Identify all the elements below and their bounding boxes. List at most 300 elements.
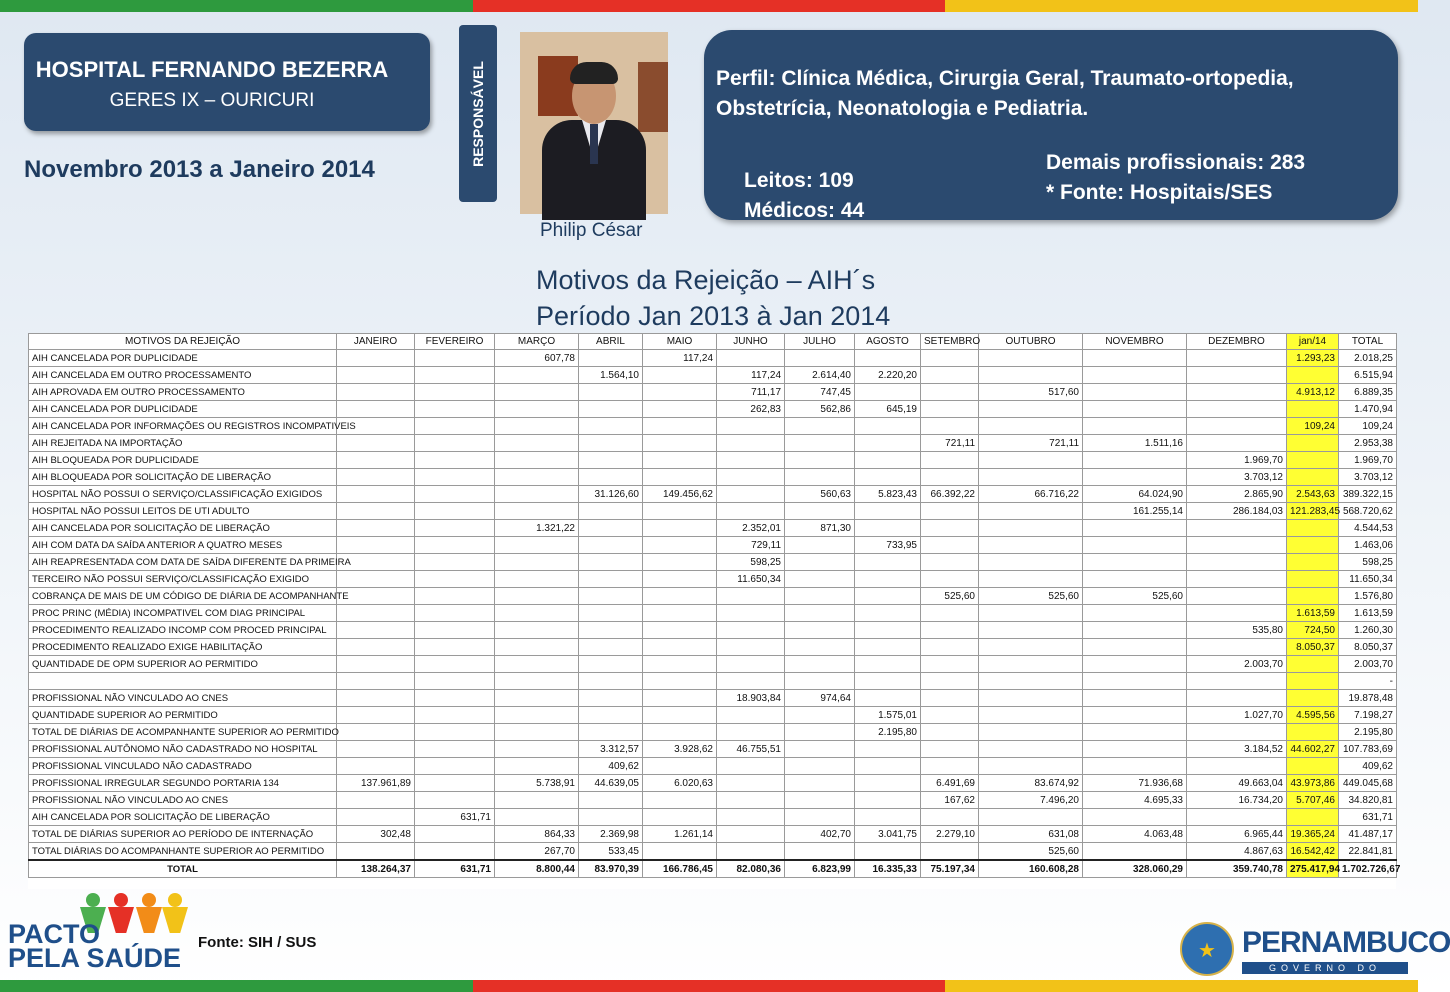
row-label: AIH APROVADA EM OUTRO PROCESSAMENTO (29, 384, 337, 401)
table-cell (717, 452, 785, 469)
table-cell (579, 537, 643, 554)
table-cell (921, 418, 979, 435)
table-cell (415, 350, 495, 367)
row-label: QUANTIDADE SUPERIOR AO PERMITIDO (29, 707, 337, 724)
table-cell (643, 554, 717, 571)
table-cell: 6.965,44 (1187, 826, 1287, 843)
table-cell (979, 622, 1083, 639)
table-row (29, 707, 1397, 724)
table-cell (1083, 537, 1187, 554)
pacto-pela-saude-logo (8, 893, 188, 973)
table-cell: 82.080,36 (717, 860, 785, 878)
row-label: TOTAL DE DIÁRIAS SUPERIOR AO PERÍODO DE INTERNAÇÃO (29, 826, 337, 843)
table-cell (415, 639, 495, 656)
top-color-stripe (0, 0, 1418, 12)
table-cell (415, 384, 495, 401)
table-cell (643, 605, 717, 622)
table-cell (415, 792, 495, 809)
table-cell (415, 758, 495, 775)
table-cell (855, 571, 921, 588)
table-cell (1083, 707, 1187, 724)
table-cell (643, 809, 717, 826)
table-row (29, 724, 1397, 741)
table-cell (855, 350, 921, 367)
period-label: Novembro 2013 a Janeiro 2014 (24, 156, 375, 183)
table-cell: 5.738,91 (495, 775, 579, 792)
table-cell: 525,60 (1083, 588, 1187, 605)
table-cell: 66.392,22 (921, 486, 979, 503)
table-cell: 2.953,38 (1339, 435, 1397, 452)
table-cell (785, 537, 855, 554)
table-cell (855, 690, 921, 707)
column-header: JUNHO (717, 334, 785, 350)
table-cell (921, 401, 979, 418)
table-cell (979, 350, 1083, 367)
table-cell (415, 775, 495, 792)
table-cell (1287, 469, 1339, 486)
table-row (29, 656, 1397, 673)
column-header: jan/14 (1287, 334, 1339, 350)
table-cell (1187, 537, 1287, 554)
table-row (29, 520, 1397, 537)
table-cell (643, 452, 717, 469)
table-cell: 3.312,57 (579, 741, 643, 758)
section-title-line2: Período Jan 2013 à Jan 2014 (536, 301, 891, 331)
row-label: PROFISSIONAL NÃO VINCULADO AO CNES (29, 792, 337, 809)
table-cell: 535,80 (1187, 622, 1287, 639)
table-cell: 109,24 (1339, 418, 1397, 435)
row-label: TERCEIRO NÃO POSSUI SERVIÇO/CLASSIFICAÇÃO EXIGIDO (29, 571, 337, 588)
table-cell (921, 452, 979, 469)
table-cell (855, 775, 921, 792)
table-cell (717, 435, 785, 452)
table-cell (855, 452, 921, 469)
table-cell: 117,24 (717, 367, 785, 384)
table-cell (1187, 605, 1287, 622)
table-cell (495, 724, 579, 741)
rejection-table-wrapper (28, 333, 1401, 889)
table-cell (717, 503, 785, 520)
column-header: MARÇO (495, 334, 579, 350)
table-cell (415, 367, 495, 384)
table-cell (1083, 605, 1187, 622)
table-cell: 525,60 (979, 843, 1083, 861)
table-cell: 449.045,68 (1339, 775, 1397, 792)
table-row (29, 401, 1397, 418)
table-row (29, 843, 1397, 861)
table-cell (785, 792, 855, 809)
row-label: AIH REJEITADA NA IMPORTAÇÃO (29, 435, 337, 452)
table-cell (337, 537, 415, 554)
row-label: AIH CANCELADA POR INFORMAÇÕES OU REGISTROS INCOMPATIVEIS (29, 418, 337, 435)
table-cell: - (1339, 673, 1397, 690)
row-label: AIH CANCELADA POR SOLICITAÇÃO DE LIBERAÇÃO (29, 809, 337, 826)
table-cell (921, 469, 979, 486)
table-cell (1187, 384, 1287, 401)
table-cell: 631,71 (415, 860, 495, 878)
table-cell (415, 571, 495, 588)
table-cell: 1.702.726,67 (1339, 860, 1397, 878)
table-cell (1287, 809, 1339, 826)
table-cell (717, 843, 785, 861)
table-cell (1287, 588, 1339, 605)
table-cell: 1.511,16 (1083, 435, 1187, 452)
table-cell (1083, 639, 1187, 656)
row-label: PROCEDIMENTO REALIZADO INCOMP COM PROCED PRINCIPAL (29, 622, 337, 639)
table-cell (337, 452, 415, 469)
hospital-name: HOSPITAL FERNANDO BEZERRA (35, 57, 389, 82)
row-label: PROFISSIONAL AUTÔNOMO NÃO CADASTRADO NO HOSPITAL (29, 741, 337, 758)
table-cell (979, 605, 1083, 622)
table-row (29, 367, 1397, 384)
table-cell (717, 758, 785, 775)
table-cell (579, 401, 643, 418)
table-cell: 34.820,81 (1339, 792, 1397, 809)
responsavel-name: Philip César (540, 220, 643, 241)
table-row (29, 452, 1397, 469)
table-row (29, 503, 1397, 520)
table-cell (979, 673, 1083, 690)
table-cell (1187, 350, 1287, 367)
section-title-line1: Motivos da Rejeição – AIH´s (536, 265, 876, 295)
table-cell: 4.595,56 (1287, 707, 1339, 724)
table-cell (855, 554, 921, 571)
table-cell (337, 792, 415, 809)
table-cell (337, 741, 415, 758)
medicos-text: Médicos: 44 (744, 199, 865, 222)
table-cell: 402,70 (785, 826, 855, 843)
table-row (29, 775, 1397, 792)
table-cell (495, 809, 579, 826)
table-cell (921, 809, 979, 826)
table-cell (785, 605, 855, 622)
table-cell (785, 622, 855, 639)
table-cell (495, 537, 579, 554)
table-cell: 560,63 (785, 486, 855, 503)
table-cell (337, 656, 415, 673)
table-cell (785, 673, 855, 690)
table-cell (495, 656, 579, 673)
table-cell (579, 503, 643, 520)
table-cell (1287, 656, 1339, 673)
table-cell (415, 826, 495, 843)
table-cell (1287, 673, 1339, 690)
hospital-header-box (24, 33, 430, 131)
table-cell (785, 656, 855, 673)
row-label: HOSPITAL NÃO POSSUI O SERVIÇO/CLASSIFICAÇÃO EXIGIDOS (29, 486, 337, 503)
table-cell (921, 758, 979, 775)
table-cell: 711,17 (717, 384, 785, 401)
table-row (29, 605, 1397, 622)
table-cell (1187, 367, 1287, 384)
table-cell (415, 843, 495, 861)
table-cell: 631,71 (415, 809, 495, 826)
table-cell (337, 384, 415, 401)
table-cell (1083, 622, 1187, 639)
table-row (29, 554, 1397, 571)
table-cell: 721,11 (979, 435, 1083, 452)
table-cell (1083, 418, 1187, 435)
state-crest-icon: ★ (1180, 922, 1234, 976)
table-cell (1083, 724, 1187, 741)
table-cell (1083, 758, 1187, 775)
table-cell (415, 503, 495, 520)
table-cell (643, 367, 717, 384)
column-header: AGOSTO (855, 334, 921, 350)
table-cell (979, 690, 1083, 707)
table-cell (717, 724, 785, 741)
table-cell (1187, 418, 1287, 435)
table-cell: 16.542,42 (1287, 843, 1339, 861)
table-cell (337, 503, 415, 520)
table-cell (579, 639, 643, 656)
row-label: AIH BLOQUEADA POR DUPLICIDADE (29, 452, 337, 469)
table-cell (579, 673, 643, 690)
table-cell (415, 741, 495, 758)
table-cell: 6.889,35 (1339, 384, 1397, 401)
table-cell (855, 809, 921, 826)
table-cell: 2.220,20 (855, 367, 921, 384)
table-cell (337, 401, 415, 418)
table-cell (717, 826, 785, 843)
table-cell: 4.867,63 (1187, 843, 1287, 861)
table-cell: 302,48 (337, 826, 415, 843)
table-cell (979, 418, 1083, 435)
table-cell: 1.576,80 (1339, 588, 1397, 605)
column-header: MOTIVOS DA REJEIÇÃO (29, 334, 337, 350)
table-cell (1187, 401, 1287, 418)
table-cell (921, 367, 979, 384)
table-cell (785, 809, 855, 826)
table-cell (855, 673, 921, 690)
table-cell (979, 707, 1083, 724)
table-row (29, 690, 1397, 707)
table-cell: 1.321,22 (495, 520, 579, 537)
table-cell (495, 401, 579, 418)
table-cell (785, 435, 855, 452)
table-cell: 409,62 (579, 758, 643, 775)
table-cell (1187, 571, 1287, 588)
row-label: COBRANÇA DE MAIS DE UM CÓDIGO DE DIÁRIA DE ACOMPANHANTE (29, 588, 337, 605)
row-label: TOTAL DE DIÁRIAS DE ACOMPANHANTE SUPERIOR AO PERMITIDO (29, 724, 337, 741)
table-row (29, 537, 1397, 554)
table-cell (643, 707, 717, 724)
table-cell (1287, 724, 1339, 741)
table-cell: 22.841,81 (1339, 843, 1397, 861)
table-cell: 1.027,70 (1187, 707, 1287, 724)
table-cell (921, 384, 979, 401)
table-cell (921, 554, 979, 571)
table-cell (921, 656, 979, 673)
table-cell (785, 639, 855, 656)
table-cell (785, 469, 855, 486)
table-cell (717, 418, 785, 435)
table-cell: 286.184,03 (1187, 503, 1287, 520)
table-cell (785, 758, 855, 775)
table-row (29, 418, 1397, 435)
table-cell (579, 418, 643, 435)
table-cell: 66.716,22 (979, 486, 1083, 503)
table-cell (643, 588, 717, 605)
table-cell (337, 350, 415, 367)
table-cell (1083, 656, 1187, 673)
table-cell (1287, 452, 1339, 469)
section-title (536, 262, 890, 334)
column-header: JANEIRO (337, 334, 415, 350)
table-cell (495, 554, 579, 571)
table-cell (921, 503, 979, 520)
table-cell: 517,60 (979, 384, 1083, 401)
table-cell: 8.050,37 (1287, 639, 1339, 656)
table-cell: 11.650,34 (717, 571, 785, 588)
column-header: FEVEREIRO (415, 334, 495, 350)
table-cell (717, 775, 785, 792)
table-cell (337, 469, 415, 486)
table-cell: 83.674,92 (979, 775, 1083, 792)
table-cell (785, 571, 855, 588)
other-staff (1046, 148, 1305, 208)
table-cell: 328.060,29 (1083, 860, 1187, 878)
table-cell: 2.195,80 (1339, 724, 1397, 741)
table-cell (1187, 809, 1287, 826)
profile-box (704, 30, 1398, 220)
table-cell (337, 520, 415, 537)
table-cell (579, 452, 643, 469)
table-cell: 1.293,23 (1287, 350, 1339, 367)
table-cell: 6.020,63 (643, 775, 717, 792)
table-cell (495, 690, 579, 707)
table-cell (1287, 435, 1339, 452)
table-cell (785, 418, 855, 435)
table-cell: 4.544,53 (1339, 520, 1397, 537)
table-cell (921, 707, 979, 724)
table-cell (1083, 452, 1187, 469)
table-cell (1287, 401, 1339, 418)
table-cell (1083, 843, 1187, 861)
column-header: NOVEMBRO (1083, 334, 1187, 350)
table-cell: 121.283,45 (1287, 503, 1339, 520)
table-cell (579, 605, 643, 622)
table-cell (337, 673, 415, 690)
column-header: ABRIL (579, 334, 643, 350)
table-cell (1083, 809, 1187, 826)
row-label: AIH CANCELADA POR DUPLICIDADE (29, 401, 337, 418)
table-cell (415, 435, 495, 452)
pacto-line2: PELA SAÚDE (8, 943, 182, 973)
table-cell (337, 605, 415, 622)
perfil-text: Perfil: Clínica Médica, Cirurgia Geral, Traumato-ortopedia, Obstetrícia, Neonatologia e Pediatria. (716, 67, 1294, 120)
row-label: TOTAL DIÁRIAS DO ACOMPANHANTE SUPERIOR AO PERMITIDO (29, 843, 337, 861)
table-cell: 2.352,01 (717, 520, 785, 537)
table-cell: 6.515,94 (1339, 367, 1397, 384)
table-cell: 598,25 (717, 554, 785, 571)
table-header-row (29, 334, 1397, 350)
row-label: AIH CANCELADA POR SOLICITAÇÃO DE LIBERAÇÃO (29, 520, 337, 537)
table-cell (643, 656, 717, 673)
row-label: AIH CANCELADA EM OUTRO PROCESSAMENTO (29, 367, 337, 384)
table-cell (717, 622, 785, 639)
table-cell (495, 486, 579, 503)
table-cell (337, 843, 415, 861)
table-cell: 729,11 (717, 537, 785, 554)
table-cell: 167,62 (921, 792, 979, 809)
table-cell (579, 435, 643, 452)
table-cell (1083, 350, 1187, 367)
responsavel-photo (520, 32, 668, 214)
table-row (29, 571, 1397, 588)
table-cell (1287, 520, 1339, 537)
table-cell: 409,62 (1339, 758, 1397, 775)
table-cell (979, 452, 1083, 469)
table-cell (1187, 724, 1287, 741)
table-cell: 109,24 (1287, 418, 1339, 435)
table-cell (855, 418, 921, 435)
table-cell: 1.564,10 (579, 367, 643, 384)
table-cell (1287, 758, 1339, 775)
table-cell: 83.970,39 (579, 860, 643, 878)
table-cell (643, 571, 717, 588)
table-cell: 8.050,37 (1339, 639, 1397, 656)
table-cell (979, 367, 1083, 384)
table-cell: 2.614,40 (785, 367, 855, 384)
table-cell: 3.041,75 (855, 826, 921, 843)
table-row (29, 673, 1397, 690)
table-cell (921, 605, 979, 622)
table-row (29, 588, 1397, 605)
table-cell: 6.491,69 (921, 775, 979, 792)
table-cell (1187, 588, 1287, 605)
table-cell: 137.961,89 (337, 775, 415, 792)
table-cell (717, 588, 785, 605)
table-cell (495, 469, 579, 486)
table-cell (717, 809, 785, 826)
table-cell: 533,45 (579, 843, 643, 861)
row-label: AIH COM DATA DA SAÍDA ANTERIOR A QUATRO MESES (29, 537, 337, 554)
table-cell (785, 588, 855, 605)
table-cell (415, 520, 495, 537)
table-cell (643, 537, 717, 554)
table-cell (579, 792, 643, 809)
bottom-color-stripe (0, 980, 1418, 992)
table-cell (979, 809, 1083, 826)
table-cell: 5.707,46 (1287, 792, 1339, 809)
column-header: SETEMBRO (921, 334, 979, 350)
table-cell (495, 758, 579, 775)
table-cell (337, 690, 415, 707)
table-cell: 275.417,94 (1287, 860, 1339, 878)
table-cell (337, 367, 415, 384)
table-cell (1083, 554, 1187, 571)
table-cell (579, 469, 643, 486)
table-cell (1187, 639, 1287, 656)
table-cell: 1.969,70 (1339, 452, 1397, 469)
table-cell (643, 401, 717, 418)
table-cell (717, 469, 785, 486)
table-cell: 1.470,94 (1339, 401, 1397, 418)
table-cell: 5.823,43 (855, 486, 921, 503)
table-cell: 1.261,14 (643, 826, 717, 843)
table-cell (495, 571, 579, 588)
table-cell: 568.720,62 (1339, 503, 1397, 520)
table-cell (337, 758, 415, 775)
table-cell: 864,33 (495, 826, 579, 843)
table-cell: 525,60 (979, 588, 1083, 605)
table-cell: 1.969,70 (1187, 452, 1287, 469)
table-row (29, 809, 1397, 826)
column-header: JULHO (785, 334, 855, 350)
table-cell (717, 656, 785, 673)
table-cell (643, 503, 717, 520)
